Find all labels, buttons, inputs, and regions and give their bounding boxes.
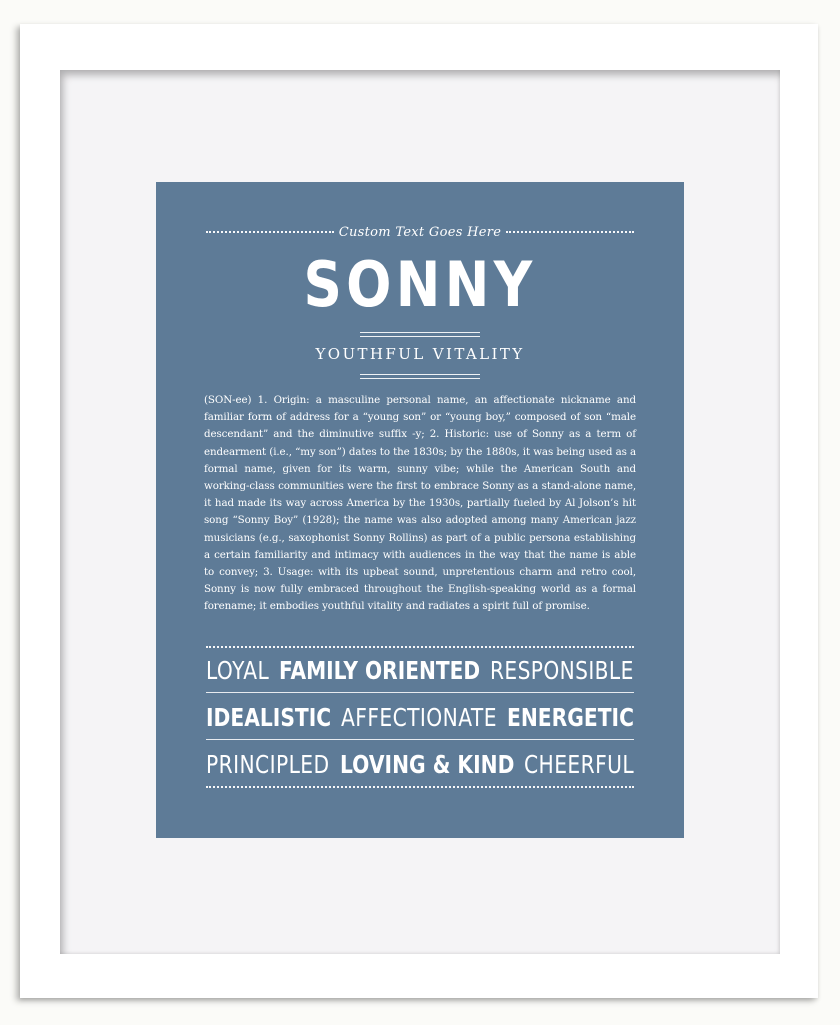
name-title: SONNY [303, 248, 537, 321]
traits-row-3 [206, 747, 634, 783]
trait-word: PRINCIPLED [206, 750, 330, 779]
double-rule-bottom [360, 374, 480, 380]
dotted-divider-bottom [206, 786, 634, 788]
dotted-divider-left [206, 231, 334, 233]
custom-text: Custom Text Goes Here [338, 224, 502, 240]
dotted-divider-right [506, 231, 634, 233]
traits-row-1 [206, 653, 634, 689]
double-rule-top [360, 332, 480, 338]
custom-text-row [206, 220, 634, 244]
trait-word: RESPONSIBLE [490, 656, 634, 685]
name-subtitle: YOUTHFUL VITALITY [315, 345, 525, 363]
name-print [156, 182, 684, 838]
dotted-divider-top [206, 646, 634, 648]
name-definition: (SON-ee) 1. Origin: a masculine personal name, an affectionate nickname and familiar form of address for a “young son” or “young boy,” composed of son “male descendant” and the diminutive suffix -y; 2. Historic: use of Sonny as a term of endearment (i.e., “my son”) dates to the 1830s; by the 1880s, it was being used as a formal name, given for its warm, sunny vibe; while the American South and working-class communities were the first to embrace Sonny as a stand-alone name, it had made its way across America by the 1930s, partially fueled by Al Jolson’s hit song “Sonny Boy” (1928); the name was also adopted among many American jazz musicians (e.g., saxophonist Sonny Rollins) as part of a public persona establishing a certain familiarity and intimacy with audiences in the way that the name is able to convey; 3. Usage: with its upbeat sound, unpretentious charm and retro cool, Sonny is now fully embraced throughout the English-speaking world as a formal forename; it embodies youthful vitality and radiates a spirit full of promise. [204, 394, 637, 613]
trait-word: IDEALISTIC [206, 703, 332, 732]
traits-divider-2 [206, 739, 634, 740]
trait-word: CHEERFUL [523, 750, 635, 779]
traits-row-2 [206, 700, 634, 736]
frame-mat [60, 70, 780, 954]
trait-word: FAMILY ORIENTED [279, 656, 481, 685]
traits-divider-1 [206, 692, 634, 693]
trait-word: LOYAL [206, 656, 270, 685]
trait-word: AFFECTIONATE [341, 703, 498, 732]
trait-word: ENERGETIC [507, 703, 635, 732]
trait-word: LOVING & KIND [339, 750, 514, 779]
picture-frame [20, 24, 818, 998]
